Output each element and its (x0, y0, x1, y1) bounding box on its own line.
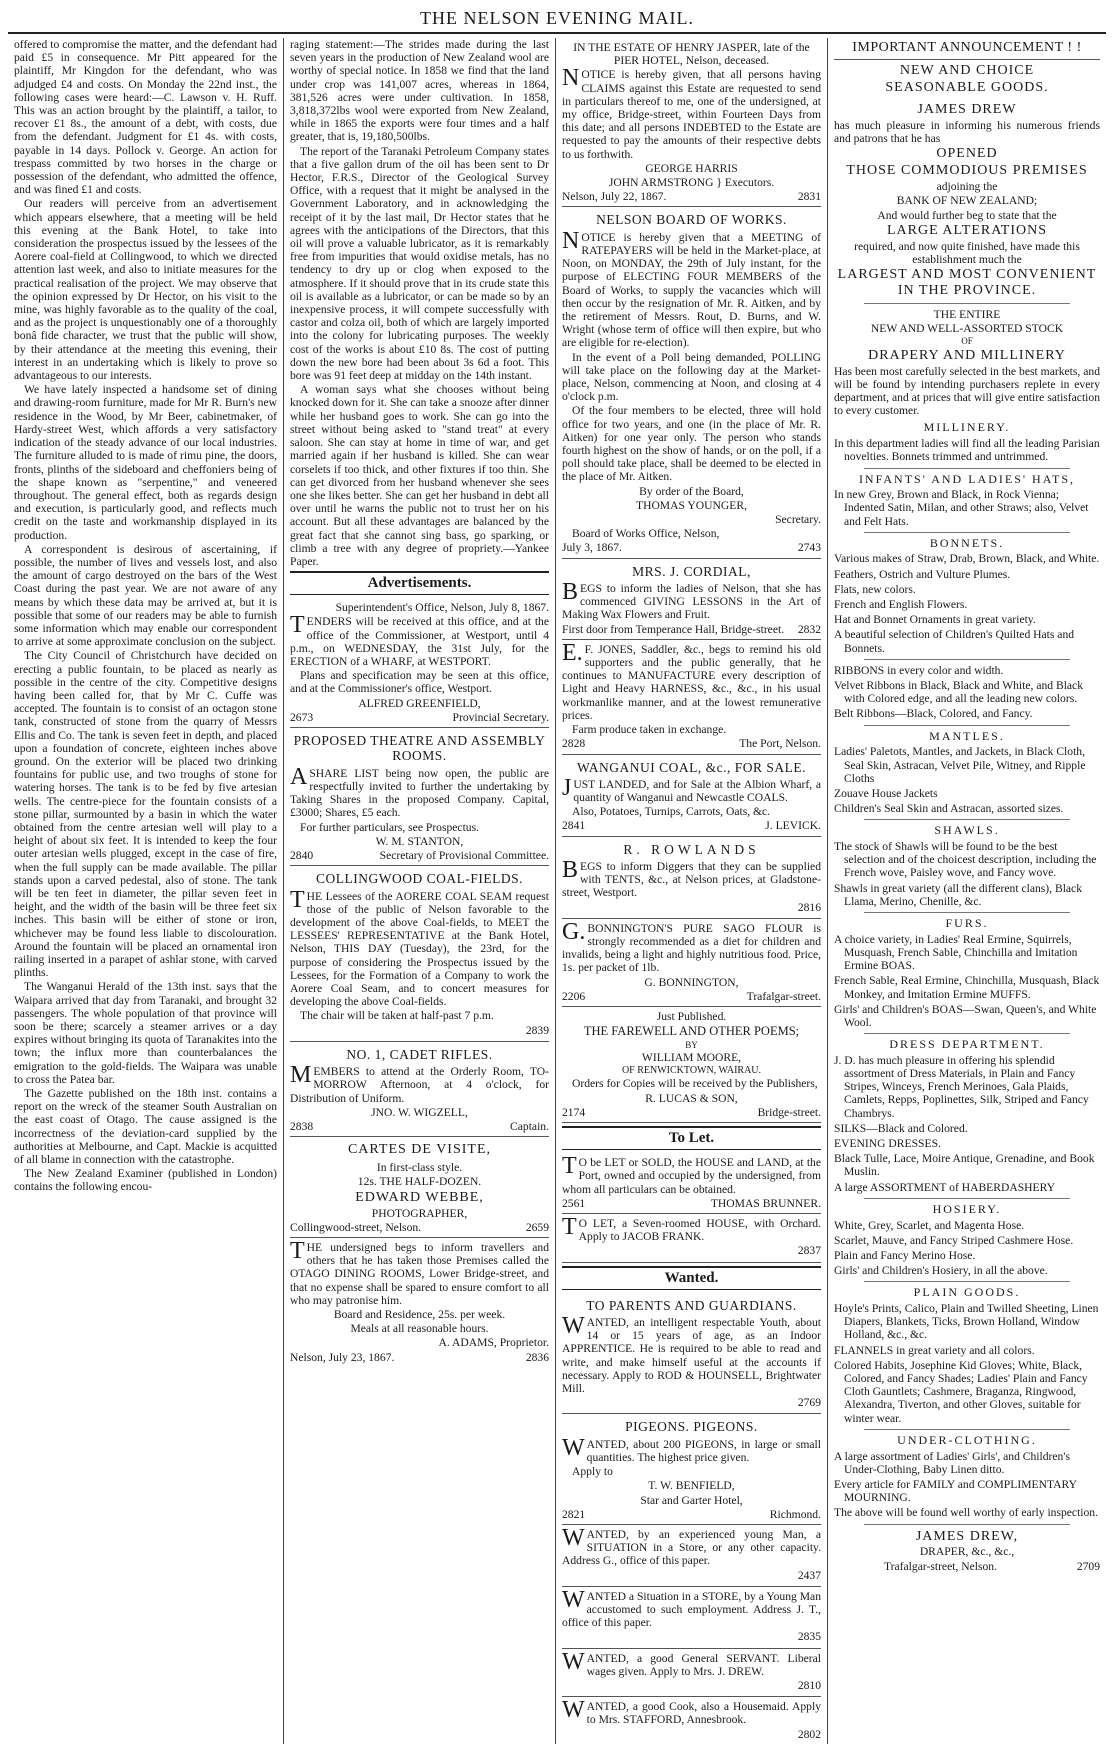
column-2 (284, 38, 556, 1744)
stock-item: Plain and Fancy Merino Hose. (834, 1248, 976, 1262)
masthead-rule (8, 32, 1106, 34)
ad-jasper-estate: IN THE ESTATE OF HENRY JASPER, late of the PIER HOTEL, Nelson, deceased. NOTICE is hereby given, that all persons having CLAIMS against this Estate are requested to send in particulars thereof to me, one of the undersigned, at my office, Bridge-street, within Fourteen Days from this date; and all persons INDEBTED to the Estate are requested to pay the amounts of their respective debts to us forthwith. GEORGE HARRIS JOHN ARMSTRONG } Executors. Nelson, July 22, 1867. 2831 (562, 38, 821, 207)
article-paragraph: raging statement:—The strides made during the last seven years in the production of New Zealand wool are worthy of special notice. In 1858 we find that the land under crop was 141,007 acres, whereas in 1864, 381,526 acres were under cultivation. In 1858, 3,818,372lbs wool were exported from New Zealand, while in 1865 the exports were four times and a half greater, that is, 19,180,500lbs. (290, 38, 549, 144)
ad-pigeons: PIGEONS. PIGEONS. WANTED, about 200 PIGEONS, in large or small quantities. The highest price given. Apply to T. W. BENFIELD, Star and Garter Hotel, 2821 Richmond. (562, 1414, 821, 1525)
ad-parents-guardians: TO PARENTS AND GUARDIANS. WANTED, an intelligent respectable Youth, about 14 or 15 years of age, as an Indoor APPRENTICE. He is required to be able to read and write, and make himself useful at the accounts if necessary. Apply to ROD & HOUNSELL, Brightwater Mill. 2769 (562, 1293, 821, 1415)
stock-item: Black Tulle, Lace, Moire Antique, Grenadine, and Book Muslin. (834, 1152, 1095, 1179)
article-paragraph: A woman says what she chooses without being knocked down for it. She can take a snooze after dinner while her husband goes to work. She can go into the street without being asked to "stand treat" at every saloon. She can stay at home in time of war, and get married again if her husband is killed. She can wear corselets if too thick, and other fixtures if too thin. She can get divorced from her husband whenever she sees one she likes better. She can get her husband in debt all over until he warns the public not to trust her on his account. But all these advantages are balanced by the great fact that she cannot sing bass, go sparking, or climb a tree with any degree of propriety.—Yankee Paper. (290, 383, 549, 568)
ad-theatre: PROPOSED THEATRE AND ASSEMBLY ROOMS. ASHARE LIST being now open, the public are respectfully invited to further the undertaking by Taking Shares in the proposed Company. Capital, £3000; Shares, £5 each. For further particulars, see Prospectus. W. M. STANTON, 2840 Secretary of Provisional Committee. (290, 728, 549, 866)
stock-section-heading: DRESS DEPARTMENT. (889, 1037, 1045, 1052)
signature-name: JAMES DREW, (915, 1528, 1019, 1544)
stock-section-heading: MILLINERY. (923, 420, 1011, 435)
stock-section-heading: INFANTS' AND LADIES' HATS, (858, 471, 1076, 486)
stock-item: In new Grey, Brown and Black, in Rock Vienna; Indented Satin, Milan, and other Straws; also, Velvet and Felt Hats. (834, 488, 1089, 528)
announcement-title: IMPORTANT ANNOUNCEMENT ! ! (834, 40, 1100, 60)
ad-collingwood-coal: COLLINGWOOD COAL-FIELDS. THE Lessees of the AORERE COAL SEAM request those of the public of Nelson favorable to the development of the above Coal-fields, to MEET the LESSEES' REPRESENTATIVE at the Bank Hotel, Nelson, THIS DAY (Tuesday), the 23rd, for the purpose of considering the Prospectus issued by the Lessees, for the Formation of a Company to work the Aorere Coal Seam, and to concert measures for developing the above Coal-fields. The chair will be taken at half-past 7 p.m. 2839 (290, 866, 549, 1042)
article-paragraph: The report of the Taranaki Petroleum Company states that a five gallon drum of the oil has been sent to Dr Hector, F.R.S., Director of the Geological Survey Office, with a request that it might be analysed in the Government Laboratory, and in acknowledging the receipt of it by the last mail, Dr Hector states that he agrees with the anticipations of the Directors, that this oil will prove a valuable lubricator, as it is remarkably free from impurities that would oxidise metals, has no tendency to dry up or clog when exposed to the atmosphere. If it should prove that in its crude state this oil is available as a lubricator, or can be made so by an inexpensive process, it will compete successfully with castor and colza oil, both of which are largely imported into the colony for lubricating purposes. The weekly cost of the works is about £10 8s. The cost of putting down the new bore had been about 3s 6d a foot. This bore was 91 feet deep at midday on the 14th instant. (290, 144, 549, 383)
ad-sago-flour: G.BONNINGTON'S PURE SAGO FLOUR is strongly recommended as a diet for children and invalids, being a light and highly nutritious food. Price, 1s. per packet of 1lb. G. BONNINGTON, 2206 Trafalgar-street. (562, 919, 821, 1007)
ad-wanted-situation-2: WANTED a Situation in a STORE, by a Young Man accustomed to such employment. Address J. T., office of this paper. 2835 (562, 1587, 821, 1649)
stock-item: Scarlet, Mauve, and Fancy Striped Cashmere Hose. (834, 1233, 1074, 1247)
stock-item: French Sable, Real Ermine, Chinchilla, Musquash, Black Monkey, and Imitation Ermine MUFFS. (834, 974, 1100, 1001)
ad-to-let-house: TO be LET or SOLD, the HOUSE and LAND, at the Port, owned and occupied by the undersigned, from whom all particulars can be obtained. 2561 THOMAS BRUNNER. (562, 1153, 821, 1214)
stock-item: In this department ladies will find all the leading Parisian novelties. Bonnets trimmed and untrimmed. (834, 437, 1100, 464)
stock-item: Every article for FAMILY and COMPLIMENTARY MOURNING. (834, 1477, 1077, 1505)
stock-item: J. D. has much pleasure in offering his splendid assortment of Dress Materials, in Plain and Fancy Stripes, Winceys, French Merinoes, Gala Plaids, Camlets, Repps, Poplinettes, Silk, Striped and Fancy Chambrys. (834, 1053, 1089, 1120)
ad-cadet-rifles: NO. 1, CADET RIFLES. MEMBERS to attend at the Orderly Room, TO-MORROW Afternoon, at 4 o'clock, for Distribution of Uniform. JNO. W. WIGZELL, 2838 Captain. (290, 1042, 549, 1137)
stock-item: Hat and Bonnet Ornaments in great variety. (834, 613, 1036, 627)
stock-section-heading: UNDER-CLOTHING. (897, 1432, 1037, 1447)
stock-item: SILKS—Black and Colored. (834, 1121, 968, 1135)
section-divider (864, 659, 1070, 660)
stock-item: Girls' and Children's BOAS—Swan, Queen's, and White Wool. (834, 1002, 1097, 1029)
stock-item: Flats, new colors. (834, 582, 916, 596)
stock-item: The stock of Shawls will be found to be the best selection and of the choicest description, including the French wove, Paisley wove, and Fancy wove. (834, 840, 1097, 880)
article-paragraph: We have lately inspected a handsome set of dining and drawing-room furniture, made for Mr R. Burn's new residence in the Wood, by Mr Beer, cabinetmaker, of Hardy-street West, which affords a very satisfactory indication of the steady advance of our local industries. The furniture alluded to is made of rimu pine, the doors, fronts, plinths of the sideboard and cheffoniers being of the shape known as "serpentine," and veneered throughout. The general effect, both as regards design and execution, is particularly good, and reflects much credit on the taste and workmanship displayed in its production. (14, 383, 277, 542)
section-heading-wanted: Wanted. (562, 1266, 821, 1290)
article-paragraph: The Gazette published on the 18th inst. contains a report on the wreck of the steamer South Australian on the east coast of Otago. The cause assigned is the incorrectness of the deviation-card supplied by the authorities at Melbourne, and Capt. Mackie is acquitted of all blame in connection with the catastrophe. (14, 1087, 277, 1167)
ad-wharf-tender: Superintendent's Office, Nelson, July 8, 1867. TENDERS will be received at this office, and at the office of the Commissioner, at Westport, until 4 p.m., on WEDNESDAY, the 31st July, for the ERECTION of a WHARF, at WESTPORT. Plans and specification may be seen at this office, and at the Commissioner's office, Westport. ALFRED GREENFIELD, 2673 Provincial Secretary. (290, 598, 549, 728)
column-1 (8, 38, 284, 1744)
section-heading-advertisements: Advertisements. (290, 571, 549, 595)
stock-section-heading: FURS. (945, 916, 989, 931)
stock-item: FLANNELS in great variety and all colors. (834, 1343, 1035, 1357)
section-divider (864, 468, 1070, 469)
ad-otago-dining-rooms: THE undersigned begs to inform travellers and others that he has taken those Premises called the OTAGO DINING ROOMS, Lower Bridge-street, and that no expense shall be spared to ensure comfort to all who may patronise him. Board and Residence, 25s. per week. Meals at all reasonable hours. A. ADAMS, Proprietor. Nelson, July 23, 1867. 2836 (290, 1237, 549, 1364)
stock-item: White, Grey, Scarlet, and Magenta Hose. (834, 1218, 1025, 1232)
stock-item: Children's Seal Skin and Astracan, assorted sizes. (834, 802, 1064, 816)
stock-item: A large assortment of Ladies' Girls', and Children's Under-Clothing, Baby Linen ditto. (834, 1449, 1070, 1476)
stock-item: Zouave House Jackets (834, 786, 938, 800)
ad-farewell-poems: Just Published. THE FAREWELL AND OTHER POEMS; BY WILLIAM MOORE, OF RENWICKTOWN, WAIRAU. Orders for Copies will be received by the Publishers, R. LUCAS & SON, 2174 Bridge-street. (562, 1007, 821, 1123)
ad-jones-saddler: E.F. JONES, Saddler, &c., begs to remind his old supporters and the public generally, that he continues to MANUFACTURE every description of Light and Heavy HARNESS, &c., &c., in his usual workmanlike manner, and at the lowest remunerative prices. Farm produce taken in exchange. 2828 The Port, Nelson. (562, 640, 821, 755)
section-divider (864, 532, 1070, 533)
stock-item: RIBBONS in every color and width. (834, 663, 1004, 677)
article-paragraph: The New Zealand Examiner (published in London) contains the following encou- (14, 1167, 277, 1194)
ad-wanted-situation-1: WANTED, by an experienced young Man, a SITUATION in a Store, or any other capacity. Address G., office of this paper. 2437 (562, 1525, 821, 1587)
article-paragraph: A correspondent is desirous of ascertaining, if possible, the number of lives and vessels lost, and also the amount of cargo destroyed on the bars of the West Coast during the past year. We are not aware of any means by which these data may be arrived at, but it is possible that some of our readers may be able to furnish some information which may enable our correspondent to arrive at some approximate conclusion on the subject. (14, 542, 277, 649)
section-divider (864, 725, 1070, 726)
masthead: THE NELSON EVENING MAIL. (420, 8, 694, 28)
stock-item: A choice variety, in Ladies' Real Ermine, Squirrels, Musquash, French Sable, Chinchilla and Imitation Ermine BOAS. (834, 932, 1078, 973)
stock-section-heading: HOSIERY. (932, 1201, 1002, 1216)
columns (8, 38, 1106, 1744)
stock-section-heading: PLAIN GOODS. (913, 1285, 1021, 1300)
stock-item: A beautiful selection of Children's Quilted Hats and Bonnets. (834, 628, 1075, 655)
section-divider (864, 912, 1070, 913)
stock-item: Hoyle's Prints, Calico, Plain and Twilled Sheeting, Linen Diapers, Blankets, Ticks, Brown Holland, Window Holland, &c., &c. (834, 1302, 1099, 1342)
stock-item: EVENING DRESSES. (834, 1137, 941, 1151)
section-divider (864, 1281, 1070, 1282)
article-paragraph: Our readers will perceive from an advertisement which appears elsewhere, that a meeting will be held this evening at the Bank Hotel, to take into consideration the prospectus issued by the lessees of the Aorere coal-field at Collingwood, to which we directed attention last week, and also to initiate measures for the practical realisation of the project. We may observe that the opinion expressed by Dr Hector, on his visit to the mine, was highly favorable as to the quality of the coal, and as the project is unquestionably one of a thoroughly bonâ fide character, we trust that the public will show, by their attendance at the meeting this evening, their interest in an undertaking which is likely to prove so advantageous to our interests. (14, 197, 277, 383)
ad-board-of-works: NELSON BOARD OF WORKS. NOTICE is hereby given that a MEETING of RATEPAYERS will be held in the Market-place, at Noon, on MONDAY, the 29th of July instant, for the purpose of ELECTING FOUR MEMBERS of the Board of Works, to supply the vacancies which will then occur by the resignation of Mr. R. Aitken, and by the retirement of Messrs. Rout, D. Burns, and W. Wright (whose term of office will then expire, but who are eligible for re-election). In the event of a Poll being demanded, POLLING will take place on the following day at the Market-place, Nelson, commencing at Noon, and closing at 4 o'clock p.m. Of the four members to be elected, three will hold office for two years, and one (in the place of Mr. R. Aitken) for one year only. The person who stands fourth highest on the show of hands, or on the poll, if a poll should take place, shall be deemed to be elected in the place of Mr. Aitken. By order of the Board, THOMAS YOUNGER, Secretary. Board of Works Office, Nelson, July 3, 1867. 2743 (562, 207, 821, 558)
stock-item: Belt Ribbons—Black, Colored, and Fancy. (834, 707, 1033, 721)
column-3 (556, 38, 828, 1744)
section-divider (864, 1524, 1070, 1525)
ad-wanganui-coal: WANGANUI COAL, &c., FOR SALE. JUST LANDED, and for Sale at the Albion Wharf, a quantity of Wanganui and Newcastle COALS. Also, Potatoes, Turnips, Carrots, Oats, &c. 2841 J. LEVICK. (562, 755, 821, 837)
section-divider (864, 1429, 1070, 1430)
ad-wanted-cook: WANTED, a good Cook, also a Housemaid. Apply to Mrs. STAFFORD, Annesbrook. 2802 (562, 1697, 821, 1741)
ad-rowlands: R. ROWLANDS BEGS to inform Diggers that they can be supplied with TENTS, &c., at Nelson prices, at Gladstone-street, Westport. 2816 (562, 837, 821, 919)
ad-wanted-servant: WANTED, a good General SERVANT. Liberal wages given. Apply to Mrs. J. DREW. 2810 (562, 1649, 821, 1698)
section-divider (864, 1033, 1070, 1034)
drew-name: JAMES DREW (917, 101, 1017, 117)
ad-cartes-de-visite: CARTES DE VISITE, In first-class style. 12s. THE HALF-DOZEN. EDWARD WEBBE, PHOTOGRAPHER, Collingwood-street, Nelson. 2659 (290, 1137, 549, 1238)
ad-mrs-cordial: MRS. J. CORDIAL, BEGS to inform the ladies of Nelson, that she has commenced GIVING LESSONS in the Art of Making Wax Flowers and Fruit. First door from Temperance Hall, Bridge-street. 2832 (562, 559, 821, 640)
column-4: IMPORTANT ANNOUNCEMENT ! ! NEW AND CHOICE SEASONABLE GOODS. JAMES DREW has much pleasure in informing his numerous friends and patrons that he has OPENED THOSE COMMODIOUS PREMISES adjoining the BANK OF NEW ZEALAND; And would further beg to state that the LARGE ALTERATIONS required, and now quite finished, have made this establishment much the LARGEST AND MOST CONVENIENT IN THE PROVINCE. THE ENTIRE NEW AND WELL-ASSORTED STOCK OF DRAPERY AND MILLINERY Has been most carefully selected in the best markets, and will be found by intending purchasers replete in every department, and at prices that will give entire satisfaction to every customer. MILLINERY. In this department ladies will find all the leading Parisian novelties. Bonnets trimmed and untrimmed. INFANTS' AND LADIES' HATS, In new Grey, Brown and Black, in Rock Vienna; Indented Satin, Milan, and other Straws; also, Velvet and Felt Hats. BONNETS. Various makes of Straw, Drab, Brown, Black, and White. Feathers, Ostrich and Vulture Plumes. Flats, new colors. French and English Flowers. Hat and Bonnet Ornaments in great variety. A beautiful selection of Children's Quilted Hats and Bonnets. RIBBONS in every color and width. Velvet Ribbons in Black, Black and White, and Black with Colored edge, and all the leading new colors. Belt Ribbons—Black, Colored, and Fancy. MANTLES. Ladies' Paletots, Mantles, and Jackets, in Black Cloth, Seal Skin, Astracan, Velvet Pile, Witney, and Ripple Cloths Zouave House Jackets Children's Seal Skin and Astracan, assorted sizes. SHAWLS. The stock of Shawls will be found to be the best selection and of the choicest description, including the French wove, Paisley wove, and Fancy wove. Shawls in great variety (all the different clans), Black Llama, Merino, Chenille, &c. FURS. A choice variety, in Ladies' Real Ermine, Squirrels, Musquash, French Sable, Chinchilla and Imitation Ermine BOAS. French Sable, Real Ermine, Chinchilla, Musquash, Black Monkey, and Imitation Ermine MUFFS. Girls' and Children's BOAS—Swan, Queen's, and White Wool. DRESS DEPARTMENT. J. D. has much pleasure in offering his splendid assortment of Dress Materials, in Plain and Fancy Stripes, Winceys, French Merinoes, Gala Plaids, Camlets, Repps, Poplinettes, Silk, Striped and Fancy Chambrys. SILKS—Black and Colored. EVENING DRESSES. Black Tulle, Lace, Moire Antique, Grenadine, and Book Muslin. A large ASSORTMENT of HABERDASHERY HOSIERY. White, Grey, Scarlet, and Magenta Hose. Scarlet, Mauve, and Fancy Striped Cashmere Hose. Plain and Fancy Merino Hose. Girls' and Children's Hosiery, in all the above. PLAIN GOODS. Hoyle's Prints, Calico, Plain and Twilled Sheeting, Linen Diapers, Blankets, Ticks, Brown Holland, Window Holland, &c., &c. FLANNELS in great variety and all colors. Colored Habits, Josephine Kid Gloves; White, Black, Colored, and Fancy Shades; Ladies' Plain and Fancy Cloth Gauntlets; Cashmere, Braganza, Ringwood, Alexandra, Tiverton, and other Gloves, suitable for winter wear. UNDER-CLOTHING. A large assortment of Ladies' Girls', and Children's Under-Clothing, Baby Linen ditto. Every article for FAMILY and COMPLIMENTARY MOURNING. The above will be found well worthy of early inspection. JAMES DREW, DRAPER, &c., &c., Trafalgar-street, Nelson. 2709 (834, 40, 1100, 1573)
section-heading-to-let: To Let. (562, 1126, 821, 1150)
stock-section-heading: BONNETS. (929, 535, 1005, 550)
stock-section-heading: MANTLES. (929, 728, 1005, 743)
stock-section-heading: SHAWLS. (934, 823, 1000, 838)
stock-item: Colored Habits, Josephine Kid Gloves; White, Black, Colored, and Fancy Shades; Ladies' Plain and Fancy Cloth Gauntlets; Cashmere, Braganza, Ringwood, Alexandra, Tiverton, and other Gloves, suitable for winter wear. (834, 1358, 1088, 1425)
stock-item: The above will be found well worthy of early inspection. (834, 1506, 1099, 1520)
stock-item: Shawls in great variety (all the different clans), Black Llama, Merino, Chenille, &c. (834, 881, 1082, 908)
article-paragraph: offered to compromise the matter, and the defendant had paid £5 in consequence. Mr Pitt appeared for the plaintiff, Mr Kingdon for the defendant, who was adjudged £4 and costs. On Monday the 22nd inst., the following cases were heard:—C. Lawson v. H. Ruff. This was an action brought by the plaintiff, a tailor, to recover £1 8s., the amount of a debt, with costs, due from the defendant. Judgment for £1 4s. with costs, payable in 14 days. Pollock v. George. An action for trespass committed by two horses in the charge or possession of the defendant, who admitted the offence, and was fined £1 and costs. (14, 38, 277, 197)
article-paragraph: The City Council of Christchurch have decided on erecting a public fountain, to be placed as nearly as possible in the centre of the city. Competitive designs having been called for, that by Mr C. Cuffe was accepted. The fountain is to consist of an octagon stone tank, constructed of stone from the quarry of Messrs Ellis and Co. The tank is seven feet in depth, and placed upon a foundation of concrete, eighteen inches above ground. On the exterior will be placed two drinking fountains for public use, and two troughs of stone for watering horses. The tank is to be fed by five artesian wells. The centre-piece for the fountain consists of a stone pillar, surmounted by a basin in which the water obtained from the centre artesian well will play to a height of about six feet. It is intended to keep the four outer artesian wells plugged, except in the case of fire, when the full supply can be made available. The pillar stands upon a carved pedestal, also of stone. The tank will be ten feet in diameter, the pillar seven feet in height, and the width of the basin will be three feet six inches. This basin will be either of stone or iron, whichever may be found less liable to discolouration. Around the fountain will be placed an ornamental iron railing inserted in a parapet of ashlar stone, with carved plinths. (14, 649, 277, 980)
stock-sections (834, 421, 1100, 1524)
stock-item: Feathers, Ostrich and Vulture Plumes. (834, 567, 1011, 581)
stock-item: A large ASSORTMENT of HABERDASHERY (834, 1180, 1056, 1194)
stock-item: Various makes of Straw, Drab, Brown, Black, and White. (834, 552, 1100, 566)
stock-item: Ladies' Paletots, Mantles, and Jackets, in Black Cloth, Seal Skin, Astracan, Velvet Pile, Witney, and Ripple Cloths (834, 745, 1086, 785)
section-divider (864, 819, 1070, 820)
section-divider (864, 1198, 1070, 1199)
ad-to-let-orchard: TO LET, a Seven-roomed HOUSE, with Orchard. Apply to JACOB FRANK. 2837 (562, 1214, 821, 1263)
article-paragraph: The Wanganui Herald of the 13th inst. says that the Waipara arrived that day from Taranaki, and brought 32 passengers. The whole population of that province will soon be there; scarcely a steamer arrives or a day expires without bringing its quota of Taranakites into the town; the influx more than counterbalances the emigration to the gold-fields. The Waipara was unable to cross the Patea bar. (14, 980, 278, 1086)
stock-item: Girls' and Children's Hosiery, in all the above. (834, 1264, 1048, 1278)
stock-item: French and English Flowers. (834, 598, 968, 612)
stock-item: Velvet Ribbons in Black, Black and White, and Black with Colored edge, and all the leading new colors. (834, 679, 1083, 706)
